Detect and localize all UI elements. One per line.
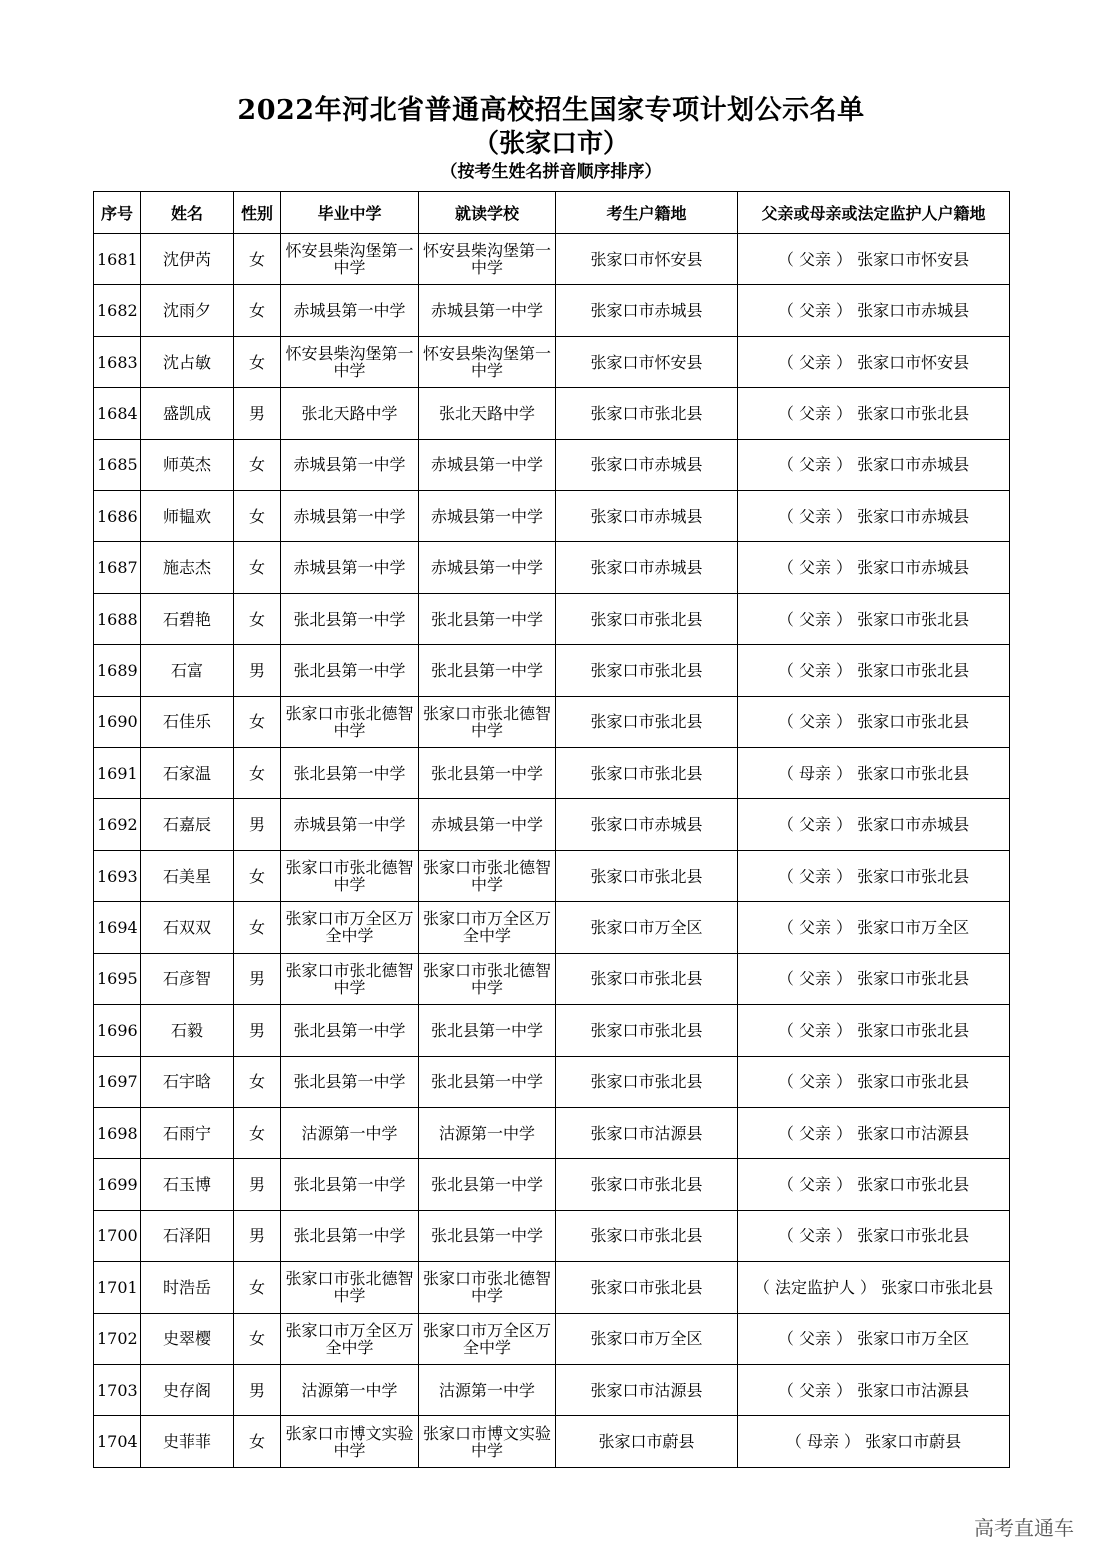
cell-grad-school: 怀安县柴沟堡第一中学	[281, 234, 419, 285]
cell-current-school: 张家口市博文实验中学	[419, 1416, 556, 1468]
watermark-text: 高考直通车	[974, 1516, 1074, 1540]
table-row	[94, 1210, 1010, 1261]
cell-name: 沈伊芮	[141, 234, 234, 285]
table-row	[94, 1313, 1010, 1364]
cell-hukou: 张家口市张北县	[556, 748, 738, 799]
table-header-row	[94, 192, 1010, 234]
cell-grad-school: 张家口市张北德智中学	[281, 696, 419, 747]
cell-id: 1683	[94, 336, 141, 387]
cell-name: 史存阁	[141, 1364, 234, 1415]
cell-name: 石宇晗	[141, 1056, 234, 1107]
cell-gender: 女	[234, 1107, 281, 1158]
cell-id: 1689	[94, 645, 141, 696]
cell-id: 1692	[94, 799, 141, 850]
cell-guardian-hukou: （ 父亲 ） 张家口市赤城县	[738, 491, 1010, 542]
header-current-school: 就读学校	[419, 192, 556, 234]
cell-grad-school: 张家口市万全区万全中学	[281, 1313, 419, 1364]
header-hukou: 考生户籍地	[556, 192, 738, 234]
cell-gender: 女	[234, 285, 281, 336]
table-row	[94, 439, 1010, 490]
cell-name: 石雨宁	[141, 1107, 234, 1158]
cell-gender: 女	[234, 850, 281, 901]
cell-id: 1701	[94, 1262, 141, 1313]
cell-id: 1693	[94, 850, 141, 901]
cell-current-school: 张家口市张北德智中学	[419, 850, 556, 901]
cell-grad-school: 张北县第一中学	[281, 748, 419, 799]
cell-gender: 女	[234, 696, 281, 747]
table-row	[94, 850, 1010, 901]
cell-grad-school: 赤城县第一中学	[281, 799, 419, 850]
cell-current-school: 沽源第一中学	[419, 1364, 556, 1415]
page-sort-note: （按考生姓名拼音顺序排序）	[440, 162, 662, 182]
cell-name: 盛凯成	[141, 388, 234, 439]
header-grad-school: 毕业中学	[281, 192, 419, 234]
cell-grad-school: 张北县第一中学	[281, 1159, 419, 1210]
cell-guardian-hukou: （ 父亲 ） 张家口市赤城县	[738, 439, 1010, 490]
cell-gender: 女	[234, 439, 281, 490]
cell-name: 史翠樱	[141, 1313, 234, 1364]
cell-name: 史菲菲	[141, 1416, 234, 1468]
cell-guardian-hukou: （ 父亲 ） 张家口市张北县	[738, 850, 1010, 901]
cell-current-school: 张北天路中学	[419, 388, 556, 439]
cell-gender: 女	[234, 593, 281, 644]
cell-current-school: 张北县第一中学	[419, 1056, 556, 1107]
cell-gender: 女	[234, 902, 281, 953]
cell-guardian-hukou: （ 父亲 ） 张家口市张北县	[738, 1159, 1010, 1210]
cell-name: 沈雨夕	[141, 285, 234, 336]
cell-current-school: 张北县第一中学	[419, 1210, 556, 1261]
cell-name: 石佳乐	[141, 696, 234, 747]
cell-current-school: 张家口市张北德智中学	[419, 1262, 556, 1313]
cell-current-school: 张家口市万全区万全中学	[419, 1313, 556, 1364]
cell-current-school: 赤城县第一中学	[419, 439, 556, 490]
cell-grad-school: 张北县第一中学	[281, 1210, 419, 1261]
cell-gender: 女	[234, 1056, 281, 1107]
cell-id: 1704	[94, 1416, 141, 1468]
cell-gender: 男	[234, 1210, 281, 1261]
cell-gender: 女	[234, 491, 281, 542]
cell-current-school: 沽源第一中学	[419, 1107, 556, 1158]
cell-hukou: 张家口市万全区	[556, 1313, 738, 1364]
cell-gender: 男	[234, 799, 281, 850]
cell-gender: 男	[234, 645, 281, 696]
cell-gender: 女	[234, 748, 281, 799]
cell-gender: 女	[234, 1416, 281, 1468]
cell-guardian-hukou: （ 父亲 ） 张家口市怀安县	[738, 234, 1010, 285]
table-row	[94, 336, 1010, 387]
cell-hukou: 张家口市张北县	[556, 696, 738, 747]
cell-name: 石美星	[141, 850, 234, 901]
cell-name: 石家温	[141, 748, 234, 799]
cell-guardian-hukou: （ 母亲 ） 张家口市蔚县	[738, 1416, 1010, 1468]
table-row	[94, 1056, 1010, 1107]
cell-guardian-hukou: （ 父亲 ） 张家口市张北县	[738, 953, 1010, 1004]
cell-guardian-hukou: （ 父亲 ） 张家口市张北县	[738, 696, 1010, 747]
header-id: 序号	[94, 192, 141, 234]
cell-name: 石泽阳	[141, 1210, 234, 1261]
cell-guardian-hukou: （ 父亲 ） 张家口市张北县	[738, 1210, 1010, 1261]
cell-id: 1699	[94, 1159, 141, 1210]
cell-guardian-hukou: （ 父亲 ） 张家口市赤城县	[738, 799, 1010, 850]
cell-grad-school: 张家口市张北德智中学	[281, 1262, 419, 1313]
cell-gender: 女	[234, 1262, 281, 1313]
cell-hukou: 张家口市蔚县	[556, 1416, 738, 1468]
cell-id: 1685	[94, 439, 141, 490]
cell-current-school: 张北县第一中学	[419, 1005, 556, 1056]
header-name: 姓名	[141, 192, 234, 234]
cell-guardian-hukou: （ 父亲 ） 张家口市怀安县	[738, 336, 1010, 387]
cell-hukou: 张家口市万全区	[556, 902, 738, 953]
cell-grad-school: 赤城县第一中学	[281, 491, 419, 542]
cell-current-school: 张北县第一中学	[419, 593, 556, 644]
table-row	[94, 748, 1010, 799]
cell-name: 师韫欢	[141, 491, 234, 542]
table-row	[94, 285, 1010, 336]
cell-hukou: 张家口市赤城县	[556, 799, 738, 850]
cell-id: 1697	[94, 1056, 141, 1107]
cell-grad-school: 张北县第一中学	[281, 645, 419, 696]
cell-hukou: 张家口市张北县	[556, 953, 738, 1004]
cell-guardian-hukou: （ 父亲 ） 张家口市沽源县	[738, 1364, 1010, 1415]
cell-id: 1681	[94, 234, 141, 285]
cell-hukou: 张家口市张北县	[556, 388, 738, 439]
cell-name: 师英杰	[141, 439, 234, 490]
page-title: 2022年河北省普通高校招生国家专项计划公示名单	[237, 95, 865, 126]
cell-id: 1695	[94, 953, 141, 1004]
page-subtitle-city: （张家口市）	[472, 129, 629, 159]
cell-current-school: 怀安县柴沟堡第一中学	[419, 234, 556, 285]
cell-hukou: 张家口市张北县	[556, 850, 738, 901]
cell-id: 1694	[94, 902, 141, 953]
cell-id: 1700	[94, 1210, 141, 1261]
cell-name: 石玉博	[141, 1159, 234, 1210]
table-row	[94, 1159, 1010, 1210]
table-row	[94, 1005, 1010, 1056]
cell-hukou: 张家口市张北县	[556, 1262, 738, 1313]
cell-hukou: 张家口市张北县	[556, 1210, 738, 1261]
table-row	[94, 1107, 1010, 1158]
cell-hukou: 张家口市张北县	[556, 1056, 738, 1107]
cell-grad-school: 张家口市博文实验中学	[281, 1416, 419, 1468]
cell-hukou: 张家口市怀安县	[556, 234, 738, 285]
cell-id: 1687	[94, 542, 141, 593]
cell-gender: 男	[234, 1159, 281, 1210]
cell-grad-school: 张北县第一中学	[281, 593, 419, 644]
cell-guardian-hukou: （ 父亲 ） 张家口市张北县	[738, 1005, 1010, 1056]
cell-gender: 女	[234, 234, 281, 285]
cell-grad-school: 赤城县第一中学	[281, 542, 419, 593]
cell-guardian-hukou: （ 父亲 ） 张家口市赤城县	[738, 542, 1010, 593]
cell-guardian-hukou: （ 父亲 ） 张家口市万全区	[738, 902, 1010, 953]
cell-current-school: 张家口市张北德智中学	[419, 953, 556, 1004]
header-guardian-hukou: 父亲或母亲或法定监护人户籍地	[738, 192, 1010, 234]
cell-id: 1691	[94, 748, 141, 799]
cell-gender: 女	[234, 542, 281, 593]
table-row	[94, 1262, 1010, 1313]
table-row	[94, 953, 1010, 1004]
cell-name: 石双双	[141, 902, 234, 953]
cell-current-school: 赤城县第一中学	[419, 799, 556, 850]
cell-grad-school: 怀安县柴沟堡第一中学	[281, 336, 419, 387]
cell-gender: 男	[234, 953, 281, 1004]
cell-gender: 女	[234, 336, 281, 387]
table-row	[94, 491, 1010, 542]
cell-name: 沈占敏	[141, 336, 234, 387]
cell-hukou: 张家口市张北县	[556, 1005, 738, 1056]
cell-name: 石嘉辰	[141, 799, 234, 850]
cell-current-school: 张家口市张北德智中学	[419, 696, 556, 747]
cell-name: 石碧艳	[141, 593, 234, 644]
table-row	[94, 799, 1010, 850]
table-row	[94, 645, 1010, 696]
table-row	[94, 234, 1010, 285]
cell-grad-school: 赤城县第一中学	[281, 439, 419, 490]
cell-guardian-hukou: （ 法定监护人 ） 张家口市张北县	[738, 1262, 1010, 1313]
cell-grad-school: 沽源第一中学	[281, 1107, 419, 1158]
cell-id: 1698	[94, 1107, 141, 1158]
cell-grad-school: 沽源第一中学	[281, 1364, 419, 1415]
cell-id: 1686	[94, 491, 141, 542]
cell-current-school: 怀安县柴沟堡第一中学	[419, 336, 556, 387]
cell-id: 1696	[94, 1005, 141, 1056]
cell-grad-school: 张北天路中学	[281, 388, 419, 439]
cell-guardian-hukou: （ 父亲 ） 张家口市赤城县	[738, 285, 1010, 336]
cell-guardian-hukou: （ 父亲 ） 张家口市张北县	[738, 388, 1010, 439]
cell-current-school: 赤城县第一中学	[419, 285, 556, 336]
cell-grad-school: 赤城县第一中学	[281, 285, 419, 336]
cell-gender: 男	[234, 1364, 281, 1415]
cell-hukou: 张家口市张北县	[556, 593, 738, 644]
cell-gender: 男	[234, 388, 281, 439]
table-row	[94, 542, 1010, 593]
cell-hukou: 张家口市张北县	[556, 1159, 738, 1210]
table-body	[94, 234, 1010, 1468]
cell-hukou: 张家口市怀安县	[556, 336, 738, 387]
cell-id: 1703	[94, 1364, 141, 1415]
cell-current-school: 张北县第一中学	[419, 645, 556, 696]
cell-id: 1682	[94, 285, 141, 336]
cell-grad-school: 张家口市万全区万全中学	[281, 902, 419, 953]
table-row	[94, 1364, 1010, 1415]
admission-roster-table	[93, 191, 1010, 1468]
cell-name: 石毅	[141, 1005, 234, 1056]
cell-guardian-hukou: （ 父亲 ） 张家口市沽源县	[738, 1107, 1010, 1158]
cell-guardian-hukou: （ 父亲 ） 张家口市万全区	[738, 1313, 1010, 1364]
cell-hukou: 张家口市沽源县	[556, 1364, 738, 1415]
cell-id: 1690	[94, 696, 141, 747]
cell-hukou: 张家口市赤城县	[556, 542, 738, 593]
cell-name: 石彦智	[141, 953, 234, 1004]
cell-id: 1702	[94, 1313, 141, 1364]
cell-grad-school: 张家口市张北德智中学	[281, 850, 419, 901]
cell-id: 1684	[94, 388, 141, 439]
cell-grad-school: 张北县第一中学	[281, 1056, 419, 1107]
cell-grad-school: 张家口市张北德智中学	[281, 953, 419, 1004]
table-row	[94, 1416, 1010, 1468]
cell-current-school: 张北县第一中学	[419, 1159, 556, 1210]
cell-guardian-hukou: （ 母亲 ） 张家口市张北县	[738, 748, 1010, 799]
cell-name: 时浩岳	[141, 1262, 234, 1313]
cell-current-school: 赤城县第一中学	[419, 542, 556, 593]
table-row	[94, 593, 1010, 644]
cell-name: 石富	[141, 645, 234, 696]
cell-current-school: 张北县第一中学	[419, 748, 556, 799]
table-row	[94, 902, 1010, 953]
cell-id: 1688	[94, 593, 141, 644]
cell-grad-school: 张北县第一中学	[281, 1005, 419, 1056]
cell-hukou: 张家口市赤城县	[556, 439, 738, 490]
cell-hukou: 张家口市赤城县	[556, 491, 738, 542]
cell-current-school: 赤城县第一中学	[419, 491, 556, 542]
header-gender: 性别	[234, 192, 281, 234]
table-row	[94, 388, 1010, 439]
cell-hukou: 张家口市沽源县	[556, 1107, 738, 1158]
cell-hukou: 张家口市张北县	[556, 645, 738, 696]
cell-name: 施志杰	[141, 542, 234, 593]
cell-hukou: 张家口市赤城县	[556, 285, 738, 336]
cell-guardian-hukou: （ 父亲 ） 张家口市张北县	[738, 593, 1010, 644]
cell-current-school: 张家口市万全区万全中学	[419, 902, 556, 953]
table-row	[94, 696, 1010, 747]
cell-gender: 男	[234, 1005, 281, 1056]
cell-guardian-hukou: （ 父亲 ） 张家口市张北县	[738, 645, 1010, 696]
cell-guardian-hukou: （ 父亲 ） 张家口市张北县	[738, 1056, 1010, 1107]
cell-gender: 女	[234, 1313, 281, 1364]
